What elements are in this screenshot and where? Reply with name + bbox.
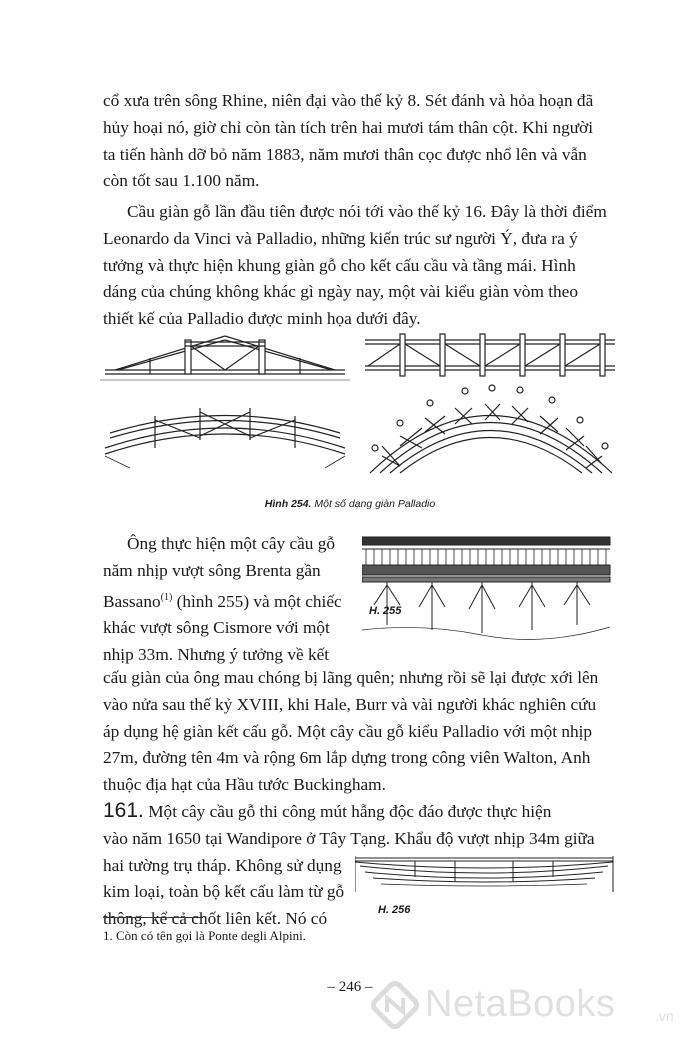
text-line: áp dụng hệ giàn kết cấu gỗ. Một cây cầu gỗ kiểu Palladio với một nhịp (103, 721, 593, 741)
text-line: cổ xưa trên sông Rhine, niên đại vào thế kỷ 8. Sét đánh và hỏa hoạn đã (103, 91, 594, 110)
footnote-rule (103, 917, 203, 918)
text-line: dáng của chúng không khác gì ngày nay, một vài kiểu giàn vòm theo (103, 282, 578, 302)
text-line: vào năm 1650 tại Wandipore ở Tây Tạng. Khẩu độ vượt nhịp 34m giữa (103, 828, 595, 848)
text-line: thuộc địa hạt của Hầu tước Buckingham. (103, 775, 386, 795)
text-line: còn tốt sau 1.100 năm. (103, 171, 260, 191)
figure-254-palladio-trusses (100, 328, 620, 493)
text-line: vào nửa sau thế kỷ XVIII, khi Hale, Burr và vài người khác nghiên cứu (103, 694, 597, 714)
text-line: thông, kể cả chốt liên kết. Nó có (103, 909, 328, 929)
figure-254-caption: Hình 254. Một số dạng giàn Palladio (264, 498, 436, 510)
truss-drawing-1 (100, 336, 350, 380)
text-line: năm nhịp vượt sông Brenta gần (103, 560, 321, 580)
figure-256-label: H. 256 (378, 904, 411, 916)
truss-drawing-2 (365, 334, 615, 376)
section-number: 161. (103, 799, 144, 822)
text-line: Bassano$^{(1)}$ (hình 255) và một chiếc (103, 591, 342, 611)
figure-256-cantilever-bridge (355, 852, 615, 907)
watermark-suffix: .vn (655, 1008, 674, 1024)
text-line: hủy hoại nó, giờ chỉ còn tàn tích trên hai mươi tám thân cột. Khi người (103, 117, 594, 137)
paragraph-1 (103, 88, 600, 195)
text-line: Cầu giàn gỗ lần đầu tiên được nói tới vào thế kỷ 16. Đây là thời điểm (127, 202, 607, 221)
figure-255-label: H. 255 (369, 605, 402, 617)
text-line: Ông thực hiện một cây cầu gỗ (127, 534, 336, 553)
text-line: thiết kế của Palladio được minh họa dưới đây. (103, 309, 421, 329)
text-line: khác vượt sông Cismore với một (103, 618, 330, 638)
truss-drawing-4 (370, 385, 612, 473)
watermark-brand: NetaBooks (425, 983, 616, 1025)
text-line: kim loại, toàn bộ kết cấu làm từ gỗ (103, 882, 345, 902)
text-line: Leonardo da Vinci và Palladio, những kiến trúc sư người Ý, đưa ra ý (103, 228, 578, 248)
footnote: 1. Còn có tên gọi là Ponte degli Alpini. (103, 928, 306, 943)
text-line: 27m, đường tên 4m và rộng 6m lắp dựng trong công viên Walton, Anh (103, 748, 591, 768)
truss-drawing-3 (105, 408, 345, 468)
text-line: hai tường trụ tháp. Không sử dụng (103, 855, 342, 875)
text-line: ta tiến hành dỡ bỏ năm 1883, năm mươi thân cọc được nhổ lên và vẫn (103, 144, 587, 164)
paragraph-3-wrap (103, 531, 363, 669)
page-number: – 246 – (327, 979, 373, 995)
text-line: 161. Một cây cầu gỗ thi công mút hẫng độc đáo được thực hiện (103, 799, 552, 822)
text-line: cấu giàn của ông mau chóng bị lãng quên; nhưng rồi sẽ lại được xới lên (103, 668, 599, 687)
figure-255-bassano-bridge (362, 535, 612, 643)
text-line: nhịp 33m. Nhưng ý tưởng về kết (103, 644, 330, 664)
paragraph-2 (103, 199, 607, 333)
paragraph-3-continued (103, 665, 600, 799)
text-line: tưởng và thực hiện khung giàn gỗ cho kết cấu cầu và tầng mái. Hình (103, 255, 576, 275)
n-logo-icon (370, 980, 420, 1030)
footnote-ref: (1) (160, 591, 173, 603)
